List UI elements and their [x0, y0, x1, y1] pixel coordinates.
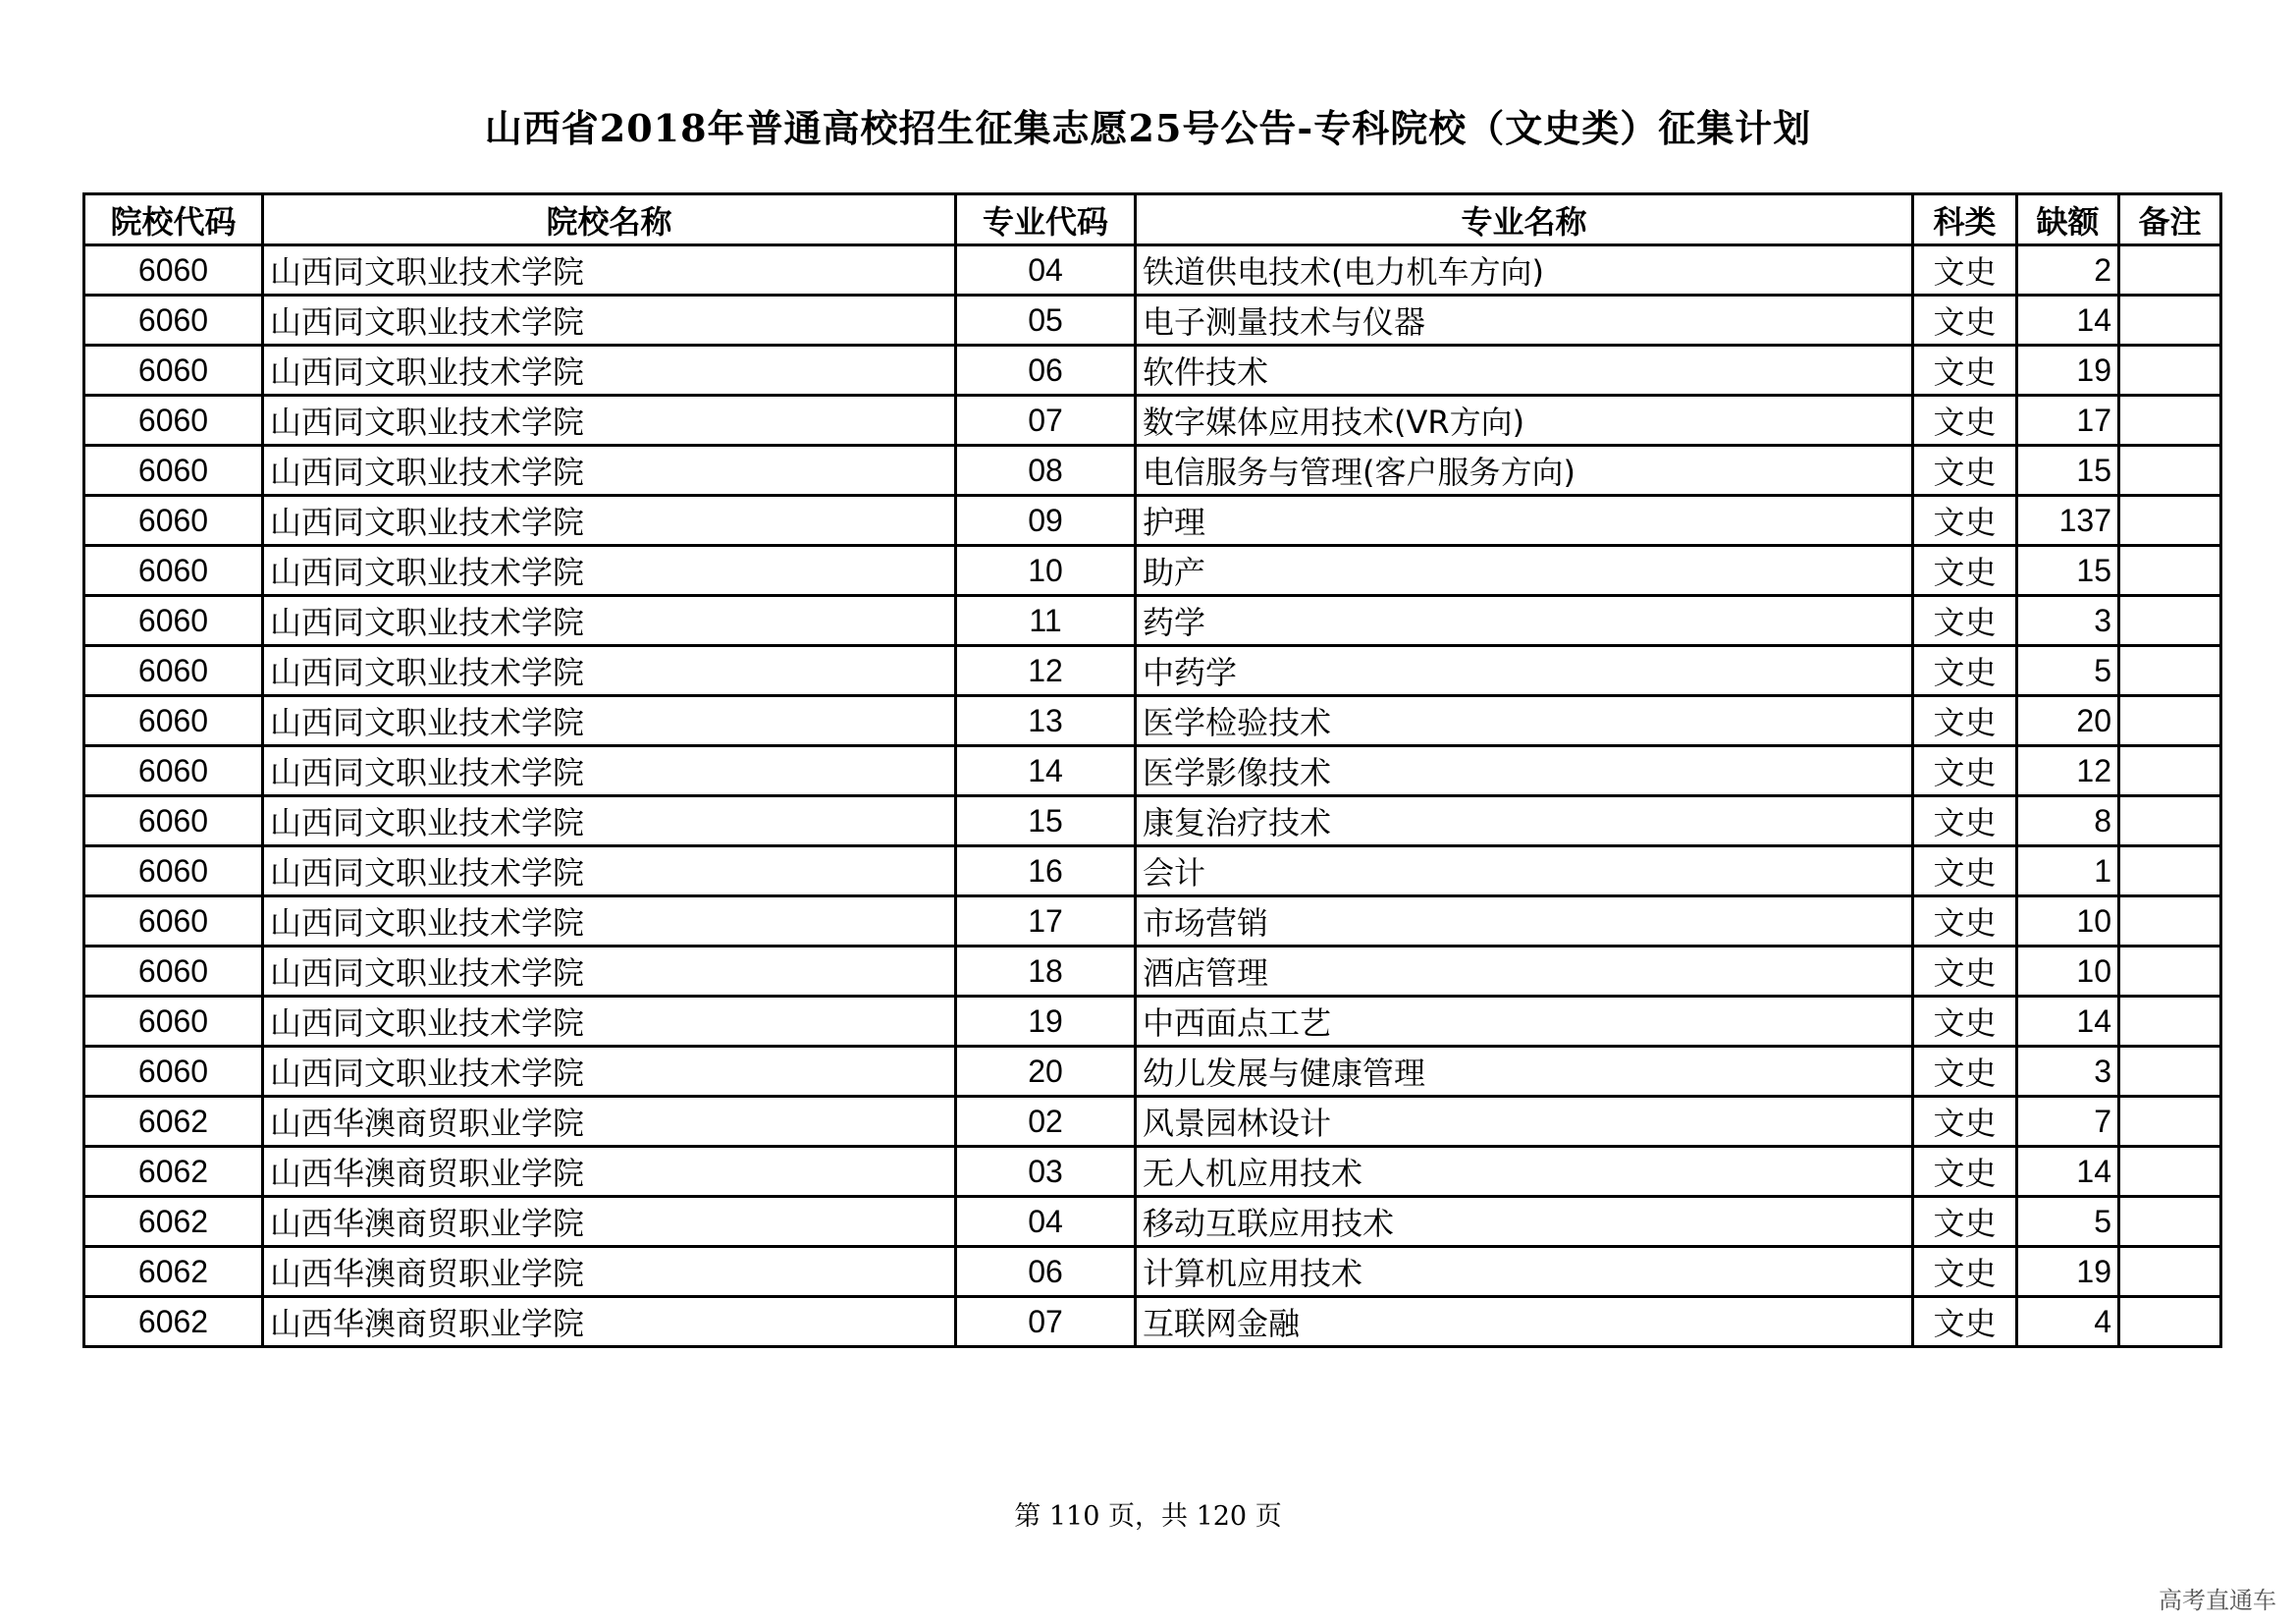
major-code-cell: 10: [956, 546, 1136, 596]
header-school-code: 院校代码: [84, 194, 263, 245]
note-cell: [2119, 546, 2221, 596]
major-code-cell: 13: [956, 696, 1136, 746]
school-code-cell: 6060: [84, 396, 263, 446]
quota-cell: 5: [2017, 646, 2119, 696]
major-name-cell: 助产: [1136, 546, 1913, 596]
quota-cell: 2: [2017, 245, 2119, 296]
major-name-cell: 会计: [1136, 846, 1913, 896]
school-code-cell: 6060: [84, 947, 263, 997]
major-code-cell: 07: [956, 396, 1136, 446]
quota-cell: 3: [2017, 596, 2119, 646]
major-code-cell: 02: [956, 1097, 1136, 1147]
school-name-cell: 山西华澳商贸职业学院: [263, 1297, 956, 1347]
category-cell: 文史: [1913, 646, 2017, 696]
note-cell: [2119, 1297, 2221, 1347]
major-name-cell: 互联网金融: [1136, 1297, 1913, 1347]
school-name-cell: 山西同文职业技术学院: [263, 997, 956, 1047]
quota-cell: 5: [2017, 1197, 2119, 1247]
school-code-cell: 6060: [84, 646, 263, 696]
category-cell: 文史: [1913, 346, 2017, 396]
major-code-cell: 05: [956, 296, 1136, 346]
note-cell: [2119, 446, 2221, 496]
quota-cell: 20: [2017, 696, 2119, 746]
table-row: [84, 746, 2221, 796]
table-row: [84, 896, 2221, 947]
school-name-cell: 山西同文职业技术学院: [263, 696, 956, 746]
table-row: [84, 496, 2221, 546]
major-name-cell: 计算机应用技术: [1136, 1247, 1913, 1297]
major-code-cell: 08: [956, 446, 1136, 496]
school-code-cell: 6060: [84, 1047, 263, 1097]
quota-cell: 14: [2017, 1147, 2119, 1197]
category-cell: 文史: [1913, 696, 2017, 746]
school-code-cell: 6062: [84, 1297, 263, 1347]
school-code-cell: 6062: [84, 1247, 263, 1297]
note-cell: [2119, 596, 2221, 646]
school-name-cell: 山西同文职业技术学院: [263, 496, 956, 546]
category-cell: 文史: [1913, 245, 2017, 296]
major-name-cell: 铁道供电技术(电力机车方向): [1136, 245, 1913, 296]
note-cell: [2119, 796, 2221, 846]
note-cell: [2119, 746, 2221, 796]
category-cell: 文史: [1913, 1297, 2017, 1347]
note-cell: [2119, 496, 2221, 546]
quota-cell: 19: [2017, 1247, 2119, 1297]
quota-cell: 1: [2017, 846, 2119, 896]
school-name-cell: 山西同文职业技术学院: [263, 396, 956, 446]
header-major-code: 专业代码: [956, 194, 1136, 245]
school-name-cell: 山西同文职业技术学院: [263, 947, 956, 997]
quota-cell: 137: [2017, 496, 2119, 546]
school-code-cell: 6060: [84, 346, 263, 396]
major-name-cell: 医学影像技术: [1136, 746, 1913, 796]
header-school-name: 院校名称: [263, 194, 956, 245]
school-name-cell: 山西同文职业技术学院: [263, 646, 956, 696]
enrollment-plan-table: [82, 192, 2222, 1348]
category-cell: 文史: [1913, 746, 2017, 796]
table-row: [84, 396, 2221, 446]
table-row: [84, 1097, 2221, 1147]
major-name-cell: 护理: [1136, 496, 1913, 546]
major-name-cell: 电信服务与管理(客户服务方向): [1136, 446, 1913, 496]
category-cell: 文史: [1913, 446, 2017, 496]
note-cell: [2119, 396, 2221, 446]
major-code-cell: 14: [956, 746, 1136, 796]
school-name-cell: 山西同文职业技术学院: [263, 796, 956, 846]
school-name-cell: 山西华澳商贸职业学院: [263, 1247, 956, 1297]
school-code-cell: 6060: [84, 997, 263, 1047]
school-name-cell: 山西华澳商贸职业学院: [263, 1197, 956, 1247]
category-cell: 文史: [1913, 1097, 2017, 1147]
watermark: 高考直通车: [2159, 1587, 2276, 1614]
note-cell: [2119, 896, 2221, 947]
note-cell: [2119, 1147, 2221, 1197]
major-name-cell: 市场营销: [1136, 896, 1913, 947]
major-code-cell: 19: [956, 997, 1136, 1047]
category-cell: 文史: [1913, 296, 2017, 346]
table-row: [84, 1147, 2221, 1197]
note-cell: [2119, 997, 2221, 1047]
table-body: [84, 245, 2221, 1347]
note-cell: [2119, 1047, 2221, 1097]
quota-cell: 14: [2017, 296, 2119, 346]
quota-cell: 15: [2017, 546, 2119, 596]
school-name-cell: 山西同文职业技术学院: [263, 346, 956, 396]
major-name-cell: 康复治疗技术: [1136, 796, 1913, 846]
school-code-cell: 6062: [84, 1097, 263, 1147]
school-code-cell: 6060: [84, 896, 263, 947]
page-number: 第 110 页，共 120 页: [1014, 1501, 1282, 1532]
category-cell: 文史: [1913, 896, 2017, 947]
major-code-cell: 16: [956, 846, 1136, 896]
category-cell: 文史: [1913, 1147, 2017, 1197]
category-cell: 文史: [1913, 596, 2017, 646]
category-cell: 文史: [1913, 496, 2017, 546]
quota-cell: 15: [2017, 446, 2119, 496]
note-cell: [2119, 296, 2221, 346]
major-code-cell: 09: [956, 496, 1136, 546]
table-row: [84, 846, 2221, 896]
category-cell: 文史: [1913, 1247, 2017, 1297]
quota-cell: 7: [2017, 1097, 2119, 1147]
category-cell: 文史: [1913, 947, 2017, 997]
school-name-cell: 山西同文职业技术学院: [263, 846, 956, 896]
note-cell: [2119, 346, 2221, 396]
note-cell: [2119, 696, 2221, 746]
major-name-cell: 酒店管理: [1136, 947, 1913, 997]
table-row: [84, 1047, 2221, 1097]
major-code-cell: 04: [956, 1197, 1136, 1247]
category-cell: 文史: [1913, 546, 2017, 596]
note-cell: [2119, 846, 2221, 896]
quota-cell: 14: [2017, 997, 2119, 1047]
school-code-cell: 6060: [84, 496, 263, 546]
page-title: 山西省2018年普通高校招生征集志愿25号公告-专科院校（文史类）征集计划: [484, 106, 1812, 150]
quota-cell: 10: [2017, 896, 2119, 947]
category-cell: 文史: [1913, 1047, 2017, 1097]
table-row: [84, 245, 2221, 296]
major-code-cell: 07: [956, 1297, 1136, 1347]
major-code-cell: 03: [956, 1147, 1136, 1197]
quota-cell: 10: [2017, 947, 2119, 997]
school-code-cell: 6060: [84, 296, 263, 346]
table-header-row: [84, 194, 2221, 245]
major-name-cell: 幼儿发展与健康管理: [1136, 1047, 1913, 1097]
table-row: [84, 796, 2221, 846]
note-cell: [2119, 245, 2221, 296]
table-row: [84, 1197, 2221, 1247]
header-note: 备注: [2119, 194, 2221, 245]
table-row: [84, 1247, 2221, 1297]
major-name-cell: 数字媒体应用技术(VR方向): [1136, 396, 1913, 446]
major-name-cell: 药学: [1136, 596, 1913, 646]
school-code-cell: 6060: [84, 596, 263, 646]
school-name-cell: 山西同文职业技术学院: [263, 596, 956, 646]
school-name-cell: 山西同文职业技术学院: [263, 245, 956, 296]
major-code-cell: 06: [956, 1247, 1136, 1297]
school-name-cell: 山西同文职业技术学院: [263, 896, 956, 947]
school-name-cell: 山西同文职业技术学院: [263, 446, 956, 496]
major-name-cell: 软件技术: [1136, 346, 1913, 396]
school-code-cell: 6060: [84, 245, 263, 296]
major-name-cell: 医学检验技术: [1136, 696, 1913, 746]
table-row: [84, 696, 2221, 746]
major-code-cell: 11: [956, 596, 1136, 646]
note-cell: [2119, 646, 2221, 696]
note-cell: [2119, 1097, 2221, 1147]
table-row: [84, 1297, 2221, 1347]
note-cell: [2119, 1247, 2221, 1297]
major-code-cell: 17: [956, 896, 1136, 947]
quota-cell: 19: [2017, 346, 2119, 396]
school-code-cell: 6062: [84, 1197, 263, 1247]
school-name-cell: 山西同文职业技术学院: [263, 546, 956, 596]
quota-cell: 12: [2017, 746, 2119, 796]
school-code-cell: 6060: [84, 746, 263, 796]
table-row: [84, 997, 2221, 1047]
school-code-cell: 6060: [84, 846, 263, 896]
school-code-cell: 6060: [84, 696, 263, 746]
note-cell: [2119, 947, 2221, 997]
major-code-cell: 20: [956, 1047, 1136, 1097]
school-code-cell: 6062: [84, 1147, 263, 1197]
major-code-cell: 15: [956, 796, 1136, 846]
school-name-cell: 山西同文职业技术学院: [263, 1047, 956, 1097]
table-row: [84, 947, 2221, 997]
school-name-cell: 山西华澳商贸职业学院: [263, 1097, 956, 1147]
major-code-cell: 18: [956, 947, 1136, 997]
note-cell: [2119, 1197, 2221, 1247]
table-row: [84, 346, 2221, 396]
major-code-cell: 06: [956, 346, 1136, 396]
school-name-cell: 山西同文职业技术学院: [263, 746, 956, 796]
category-cell: 文史: [1913, 1197, 2017, 1247]
quota-cell: 8: [2017, 796, 2119, 846]
quota-cell: 4: [2017, 1297, 2119, 1347]
category-cell: 文史: [1913, 396, 2017, 446]
header-major-name: 专业名称: [1136, 194, 1913, 245]
school-name-cell: 山西华澳商贸职业学院: [263, 1147, 956, 1197]
table-row: [84, 446, 2221, 496]
table-row: [84, 546, 2221, 596]
table-row: [84, 296, 2221, 346]
school-code-cell: 6060: [84, 446, 263, 496]
header-quota: 缺额: [2017, 194, 2119, 245]
major-name-cell: 电子测量技术与仪器: [1136, 296, 1913, 346]
school-code-cell: 6060: [84, 796, 263, 846]
major-name-cell: 无人机应用技术: [1136, 1147, 1913, 1197]
major-name-cell: 中西面点工艺: [1136, 997, 1913, 1047]
school-name-cell: 山西同文职业技术学院: [263, 296, 956, 346]
quota-cell: 17: [2017, 396, 2119, 446]
major-name-cell: 风景园林设计: [1136, 1097, 1913, 1147]
category-cell: 文史: [1913, 846, 2017, 896]
major-name-cell: 中药学: [1136, 646, 1913, 696]
quota-cell: 3: [2017, 1047, 2119, 1097]
major-code-cell: 04: [956, 245, 1136, 296]
major-code-cell: 12: [956, 646, 1136, 696]
header-category: 科类: [1913, 194, 2017, 245]
school-code-cell: 6060: [84, 546, 263, 596]
major-name-cell: 移动互联应用技术: [1136, 1197, 1913, 1247]
category-cell: 文史: [1913, 997, 2017, 1047]
table-row: [84, 596, 2221, 646]
table-row: [84, 646, 2221, 696]
category-cell: 文史: [1913, 796, 2017, 846]
